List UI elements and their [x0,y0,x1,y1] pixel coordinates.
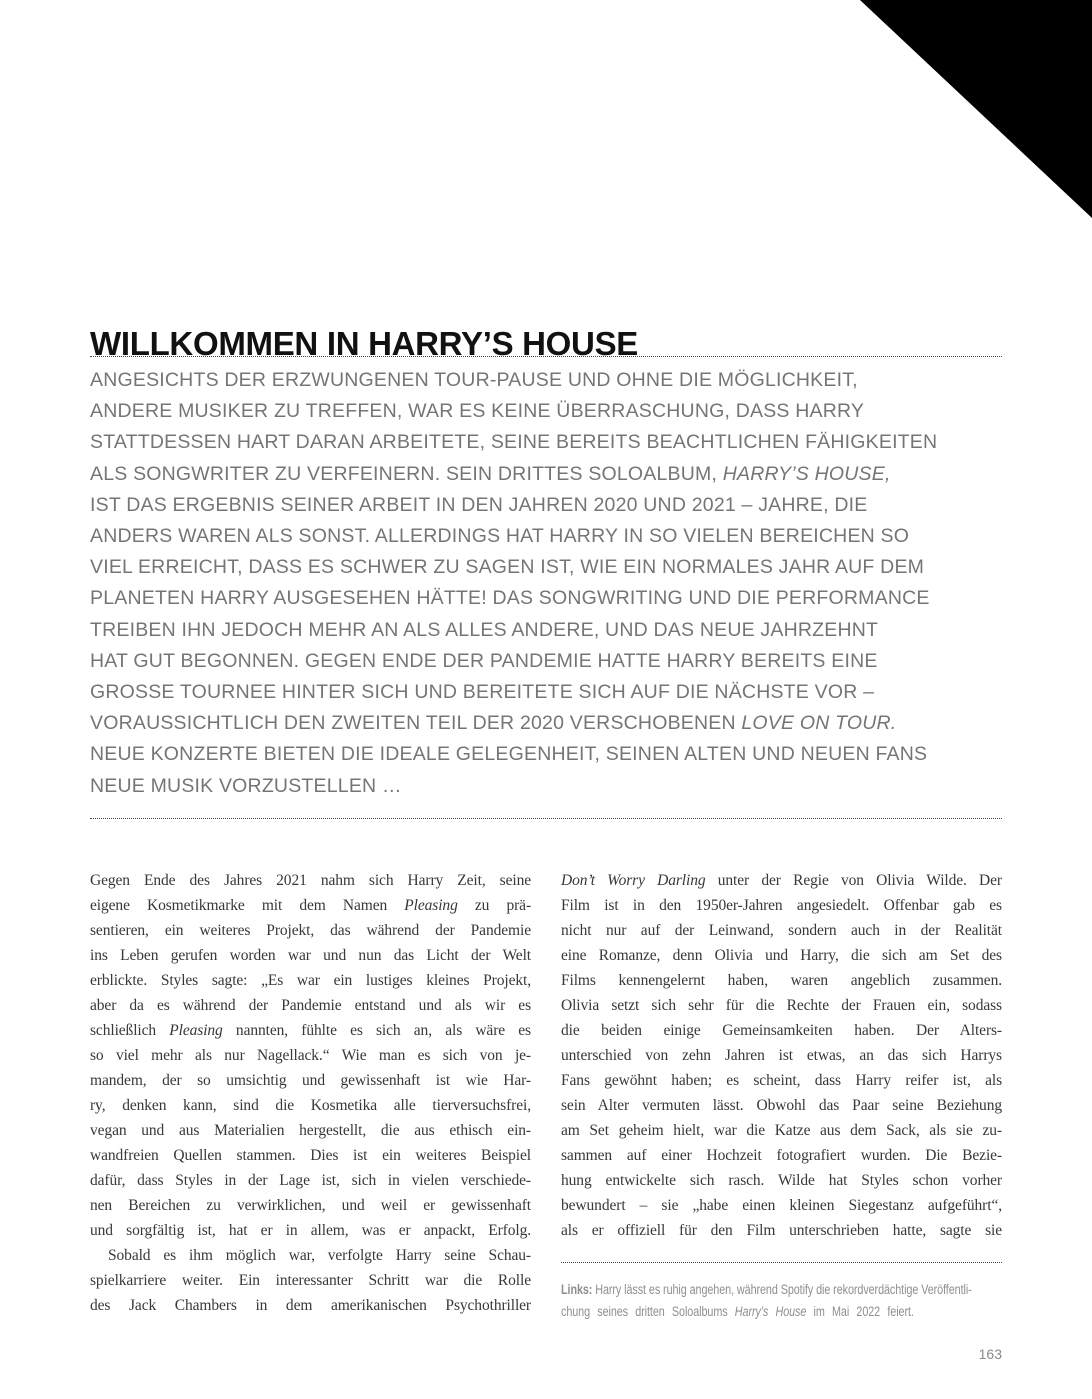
text-line: hung entwickelte sich rasch. Wilde hat Styles schon vorher [561,1172,1002,1189]
text-line: vegan und aus Materialien hergestellt, die aus ethisch ein- [90,1122,531,1139]
text-line: ANDERE MUSIKER ZU TREFFEN, WAR ES KEINE ÜBERRASCHUNG, DASS HARRY [90,400,865,423]
text-line: Fans gewöhnt haben; es scheint, dass Harry reifer ist, als [561,1072,1002,1089]
text-line: mandem, der so umsichtig und gewissenhaft ist wie Har- [90,1072,531,1089]
text-line: sein Alter vermuten lässt. Obwohl das Paar seine Beziehung [561,1097,1002,1114]
text-line: PLANETEN HARRY AUSGESEHEN HÄTTE! DAS SONGWRITING UND DIE PERFORMANCE [90,587,930,610]
text-line: eigene Kosmetikmarke mit dem Namen Pleasing zu prä- [90,897,531,914]
text-line: STATTDESSEN HART DARAN ARBEITETE, SEINE BEREITS BEACHTLICHEN FÄHIGKEITEN [90,431,938,454]
page-title: WILLKOMMEN IN HARRY’S HOUSE [90,325,639,363]
article-column-right [561,868,1002,1324]
text-line: nicht nur auf der Leinwand, sondern auch in der Realität [561,922,1002,939]
text-line: chung seines dritten Soloalbums Harry’s House im Mai 2022 feiert. [561,1304,914,1320]
text-line: sammen auf einer Hochzeit fotografiert wurden. Die Bezie- [561,1147,1002,1164]
text-line: schließlich Pleasing nannten, fühlte es sich an, als wäre es [90,1022,531,1039]
text-line: ANGESICHTS DER ERZWUNGENEN TOUR-PAUSE UND OHNE DIE MÖGLICHKEIT, [90,369,858,391]
text-line: und sorgfältig ist, hat er in allem, was er anpackt, Erfolg. [90,1222,531,1239]
text-line: dafür, dass Styles in der Lage ist, sich in vielen verschiede- [90,1172,531,1189]
text-line: VIEL ERREICHT, DASS ES SCHWER ZU SAGEN IST, WIE EIN NORMALES JAHR AUF DEM [90,556,925,579]
article-column-left [90,868,531,1324]
text-line: unterschied von zehn Jahren ist etwas, an das sich Harrys [561,1047,1002,1064]
text-line: ry, denken kann, sind die Kosmetika alle tierversuchsfrei, [90,1097,531,1114]
text-line: die beiden einige Gemeinsamkeiten haben. Der Alters- [561,1022,1002,1039]
text-line: nen Bereichen zu verwirklichen, und weil er gewissenhaft [90,1197,531,1214]
text-line: spielkarriere weiter. Ein interessanter Schritt war die Rolle [90,1272,531,1289]
text-line: TREIBEN IHN JEDOCH MEHR AN ALS ALLES ANDERE, UND DAS NEUE JAHRZEHNT [90,618,879,641]
text-line: am Set geheim hielt, war die Katze aus dem Sack, als sie zu- [561,1122,1002,1139]
text-line: Sobald es ihm möglich war, verfolgte Harry seine Schau- [108,1247,531,1264]
text-line: VORAUSSICHTLICH DEN ZWEITEN TEIL DER 2020 VERSCHOBENEN LOVE ON TOUR. [90,712,897,735]
text-line: HAT GUT BEGONNEN. GEGEN ENDE DER PANDEMIE HATTE HARRY BEREITS EINE [90,649,878,672]
text-line: GROSSE TOURNEE HINTER SICH UND BEREITETE SICH AUF DIE NÄCHSTE VOR – [90,681,875,704]
text-line: NEUE KONZERTE BIETEN DIE IDEALE GELEGENHEIT, SEINEN ALTEN UND NEUEN FANS [90,743,928,766]
text-line: ALS SONGWRITER ZU VERFEINERN. SEIN DRITTES SOLOALBUM, HARRY’S HOUSE, [90,462,891,485]
text-line: Gegen Ende des Jahres 2021 nahm sich Harry Zeit, seine [90,872,531,889]
text-line: wandfreien Quellen stammen. Dies ist ein weiteres Beispiel [90,1147,531,1164]
text-line: erblickte. Styles sagte: „Es war ein lustiges kleines Projekt, [90,972,531,989]
text-line: Film ist in den 1950er-Jahren angesiedelt. Offenbar gab es [561,897,1002,914]
text-line: des Jack Chambers in dem amerikanischen Psychothriller [90,1297,531,1314]
article-column-right-text [561,868,1002,1243]
dotted-divider-top [90,356,1002,357]
page-number: 163 [978,1346,1002,1362]
text-line: IST DAS ERGEBNIS SEINER ARBEIT IN DEN JAHREN 2020 UND 2021 – JAHRE, DIE [90,493,868,516]
text-line: bewundert – sie „habe einen kleinen Siegestanz aufgeführt“, [561,1197,1002,1214]
text-line: aber da es während der Pandemie entstand und als wir es [90,997,531,1014]
text-line: Links: Harry lässt es ruhig angehen, während Spotify die rekordverdächtige Veröffentli- [561,1282,972,1297]
text-line: als er offiziell für den Film unterschrieben hatte, sagte sie [561,1222,1002,1239]
text-line: so viel mehr als nur Nagellack.“ Wie man es sich von je- [90,1047,531,1064]
article-body [90,868,1002,1324]
text-line: Olivia setzt sich sehr für die Rechte der Frauen ein, sodass [561,997,1002,1014]
text-line: ANDERS WAREN ALS SONST. ALLERDINGS HAT HARRY IN SO VIELEN BEREICHEN SO [90,525,910,548]
text-line: Don’t Worry Darling unter der Regie von Olivia Wilde. Der [561,872,1002,889]
text-line: Films kennengelernt haben, waren angeblich zusammen. [561,972,1002,989]
intro-paragraph [90,365,1002,802]
text-line: ins Leben gerufen worden war und nun das Licht der Welt [90,947,531,964]
corner-triangle-decoration [860,0,1092,218]
text-line: eine Romanze, denn Olivia und Harry, die sich am Set des [561,947,1002,964]
text-line: NEUE MUSIK VORZUSTELLEN … [90,774,402,797]
text-line: sentieren, ein weiteres Projekt, das während der Pandemie [90,922,531,939]
dotted-divider-middle [90,818,1002,819]
caption-divider [561,1262,1002,1263]
photo-caption [561,1279,972,1324]
